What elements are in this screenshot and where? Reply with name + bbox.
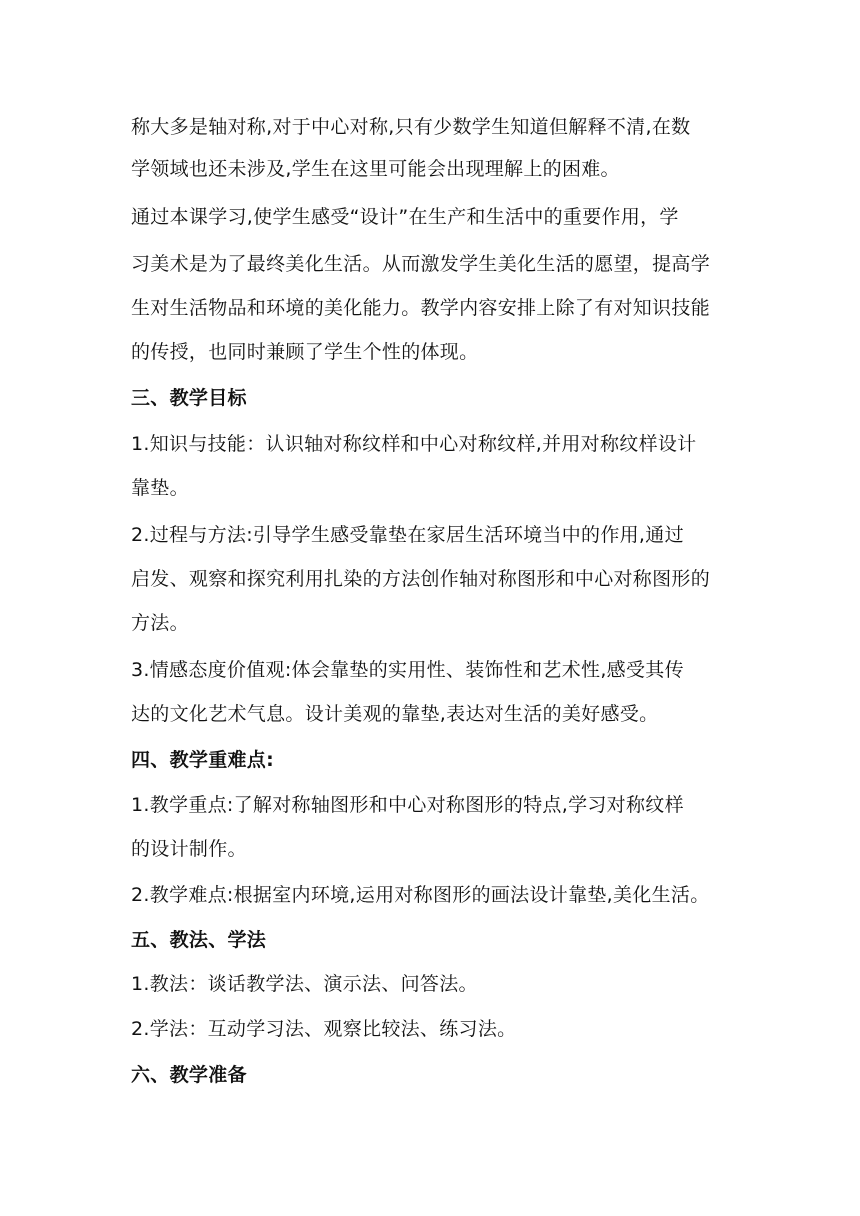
paragraph-line: 2.过程与方法:引导学生感受靠垫在家居生活环境当中的作用,通过 <box>131 524 684 546</box>
paragraph-line: 2.学法：互动学习法、观察比较法、练习法。 <box>131 1018 517 1040</box>
paragraph-line: 学领域也还未涉及,学生在这里可能会出现理解上的困难。 <box>131 158 620 180</box>
paragraph-line: 1.教学重点:了解对称轴图形和中心对称图形的特点,学习对称纹样 <box>131 794 684 816</box>
paragraph-line: 通过本课学习,使学生感受“设计”在生产和生活中的重要作用，学 <box>131 206 679 228</box>
paragraph-line: 称大多是轴对称,对于中心对称,只有少数学生知道但解释不清,在数 <box>131 116 691 138</box>
paragraph-line: 1.知识与技能：认识轴对称纹样和中心对称纹样,并用对称纹样设计 <box>131 433 697 455</box>
paragraph-line: 习美术是为了最终美化生活。从而激发学生美化生活的愿望，提高学 <box>131 253 711 275</box>
paragraph-line: 3.情感态度价值观:体会靠垫的实用性、装饰性和艺术性,感受其传 <box>131 659 684 681</box>
section-heading: 五、教法、学法 <box>131 929 267 951</box>
paragraph-line: 1.教法：谈话教学法、演示法、问答法。 <box>131 973 478 995</box>
paragraph-line: 的设计制作。 <box>131 838 247 860</box>
paragraph-line: 生对生活物品和环境的美化能力。教学内容安排上除了有对知识技能 <box>131 297 711 319</box>
paragraph-line: 2.教学难点:根据室内环境,运用对称图形的画法设计靠垫,美化生活。 <box>131 884 710 906</box>
paragraph-line: 的传授，也同时兼顾了学生个性的体现。 <box>131 341 479 363</box>
paragraph-line: 方法。 <box>131 612 189 634</box>
paragraph-line: 启发、观察和探究利用扎染的方法创作轴对称图形和中心对称图形的 <box>131 568 711 590</box>
paragraph-line: 靠垫。 <box>131 477 189 499</box>
section-heading: 三、教学目标 <box>131 387 247 409</box>
section-heading: 四、教学重难点: <box>131 749 274 771</box>
paragraph-line: 达的文化艺术气息。设计美观的靠垫,表达对生活的美好感受。 <box>131 703 659 725</box>
section-heading: 六、教学准备 <box>131 1064 247 1086</box>
